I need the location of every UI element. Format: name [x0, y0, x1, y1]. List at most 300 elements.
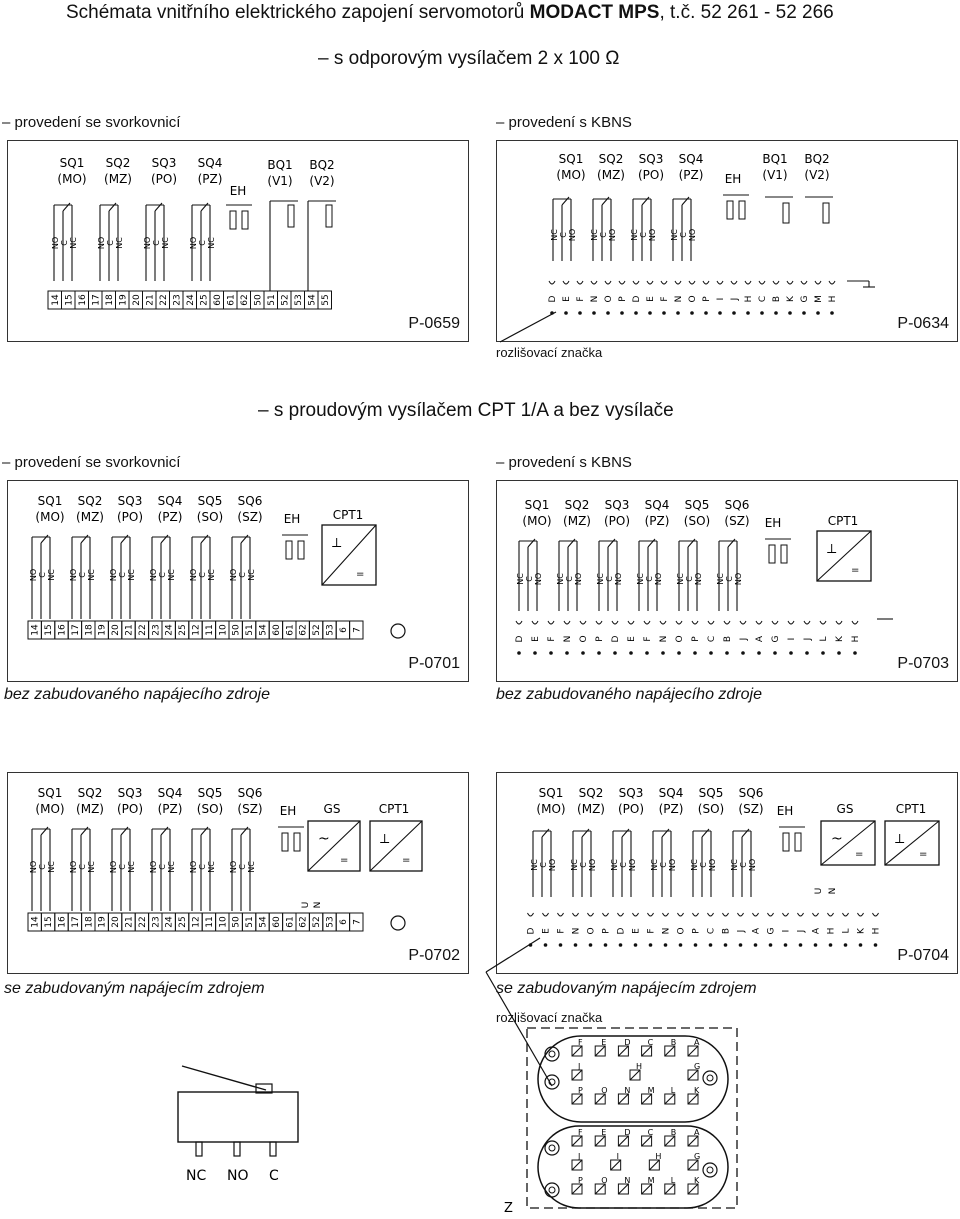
contact-label: C [565, 576, 574, 582]
switch-mode-label: (MZ) [577, 802, 605, 816]
contact-label: C [725, 576, 734, 582]
screw-icon [545, 1183, 559, 1197]
connector-pin-label: F [578, 1128, 583, 1137]
connector-pins [545, 1038, 717, 1197]
microswitch-pin-no [234, 1142, 240, 1156]
contact-label: NC [730, 859, 739, 871]
connector-upper-plate [538, 1036, 728, 1122]
contact-label: NO [548, 858, 557, 872]
terminal-label: 60 [271, 916, 282, 928]
contact-label: NO [149, 568, 158, 582]
diagram-code: P-0703 [897, 655, 949, 672]
connector-pin-label: E [601, 1038, 607, 1047]
connector-pin-label: F [578, 1038, 583, 1047]
connector-pin-label: A [694, 1038, 700, 1047]
contact-label: NC [650, 859, 659, 871]
contact-label: NC [516, 573, 525, 585]
connector-pin-mark [642, 1046, 652, 1056]
connector-pin-label: D [624, 1128, 631, 1137]
screw-icon [703, 1071, 717, 1085]
connector-pin-mark [595, 1136, 605, 1146]
switch-label: SQ4 [644, 498, 670, 512]
connector-pin-mark [665, 1046, 675, 1056]
contact-label: C [158, 572, 167, 578]
connector-pin-mark [618, 1136, 628, 1146]
terminal-label: 55 [320, 294, 331, 306]
screw-icon-inner [707, 1075, 713, 1081]
switch-mode-label: (SZ) [237, 802, 263, 816]
switch-label: SQ3 [638, 152, 664, 166]
switch-mode-label: (PO) [116, 510, 144, 524]
terminal-label: 12 [191, 624, 202, 636]
connector-pin-mark [642, 1184, 652, 1194]
contact-label: C [579, 862, 588, 868]
connector-pin-mark [572, 1046, 582, 1056]
microswitch-drawing [170, 1062, 310, 1192]
contact-label: C [739, 862, 748, 868]
connector-pin-label: K [694, 1176, 700, 1185]
switch-mode-label: (PZ) [644, 514, 670, 528]
pin-label: F [547, 636, 557, 642]
pin-label: E [562, 296, 572, 302]
pin-label: F [660, 296, 670, 302]
terminal-label: 16 [57, 916, 68, 928]
terminal-label: 17 [70, 624, 81, 636]
microswitch-pin-nc [196, 1142, 202, 1156]
contact-label: NC [127, 861, 136, 873]
terminal-label: 24 [164, 624, 175, 636]
terminal-label: 18 [84, 916, 95, 928]
pin-label: I [781, 929, 792, 933]
terminal-label: 23 [172, 294, 183, 306]
pin-label: F [556, 928, 567, 934]
contact-label: C [659, 862, 668, 868]
terminal-label: 10 [218, 916, 229, 928]
connector-pin-label: H [636, 1062, 643, 1071]
contact-label: C [599, 232, 608, 238]
switch-label: SQ6 [237, 786, 263, 800]
contact-label: NC [556, 573, 565, 585]
pin-label: N [661, 927, 672, 935]
contact-label: C [106, 240, 115, 246]
connector-pin-mark [572, 1160, 582, 1170]
v1-label: (V1) [762, 168, 788, 182]
switch-label: SQ5 [684, 498, 710, 512]
pin-label: G [771, 635, 781, 643]
screw-icon-inner [549, 1187, 555, 1193]
pin-label: C [706, 927, 717, 935]
switch-mode-label: (SO) [196, 510, 224, 524]
contact-label: C [118, 864, 127, 870]
connector-pin-label: P [578, 1176, 583, 1185]
label-kbns-1: – provedení s KBNS [496, 114, 632, 131]
pin-label: P [691, 636, 701, 642]
contact-label: NC [167, 861, 176, 873]
terminal-label: 60 [271, 624, 282, 636]
eh-label: EH [229, 184, 247, 198]
terminal-label: 18 [84, 624, 95, 636]
terminal-label: 14 [30, 624, 41, 636]
switch-mode-label: (PZ) [197, 172, 223, 186]
pin-label: G [800, 295, 810, 303]
contact-label: NO [614, 572, 623, 586]
v2-label: (V2) [309, 174, 335, 188]
connector-pin-label: C [647, 1038, 654, 1047]
contact-label: C [60, 240, 69, 246]
switch-mode-label: (SZ) [237, 510, 263, 524]
terminal-label: 51 [266, 294, 277, 306]
pin-label: J [739, 637, 749, 641]
terminal-label: 16 [57, 624, 68, 636]
terminal-label: 15 [44, 916, 55, 928]
pin-label: D [548, 295, 558, 303]
connector-pin-mark [688, 1070, 698, 1080]
connector-pin-mark [595, 1046, 605, 1056]
connector-pin-label: O [601, 1176, 608, 1185]
pin-label: A [755, 635, 765, 643]
eh-label: EH [283, 512, 301, 526]
bq2-label: BQ2 [309, 158, 335, 172]
contact-label: NO [734, 572, 743, 586]
pin-label: E [541, 928, 552, 934]
contact-label: NC [207, 569, 216, 581]
contact-label: NC [47, 569, 56, 581]
contact-label: C [679, 232, 688, 238]
pin-label: O [586, 927, 597, 935]
terminal-label: 21 [124, 916, 135, 928]
switch-label: SQ4 [157, 786, 183, 800]
microswitch-label-c: C [269, 1168, 279, 1184]
pin-label: K [786, 296, 796, 302]
switch-mode-label: (PO) [150, 172, 178, 186]
contact-label: NC [690, 859, 699, 871]
terminal-label: 51 [245, 624, 256, 636]
switch-mode-label: (SO) [697, 802, 725, 816]
cpt-box-symbol: ⟂ [827, 541, 837, 557]
pin-label: N [590, 295, 600, 303]
eh-label: EH [764, 516, 782, 530]
pin-label: H [828, 295, 838, 303]
pin-label: C [758, 295, 768, 303]
contact-label: C [152, 240, 161, 246]
contact-label: NO [229, 568, 238, 582]
screw-icon-inner [549, 1079, 555, 1085]
connector-pin-label: G [694, 1062, 701, 1071]
switch-mode-label: (PZ) [658, 802, 684, 816]
pin-label: O [675, 635, 685, 643]
cpt-box-dc-symbol: = [919, 849, 928, 860]
contact-label: NO [688, 228, 697, 242]
screw-icon-inner [549, 1051, 555, 1057]
pin-label: P [601, 928, 612, 934]
terminal-label: 10 [218, 624, 229, 636]
contact-label: NO [97, 236, 106, 250]
diagram-code: P-0702 [408, 947, 460, 964]
pin-label: K [835, 636, 845, 642]
connector-pin-mark [688, 1136, 698, 1146]
connector-pin-label: C [647, 1128, 654, 1137]
contact-label: NC [87, 569, 96, 581]
connector-pin-label: M [647, 1176, 655, 1185]
pin-label: A [811, 927, 822, 935]
contact-label: NO [748, 858, 757, 872]
cpt-label: CPT1 [378, 802, 410, 816]
contact-label: NC [207, 861, 216, 873]
connector-pin-mark [688, 1184, 698, 1194]
terminal-label: 24 [164, 916, 175, 928]
contact-label: NO [189, 568, 198, 582]
gs-label: GS [836, 802, 854, 816]
switch-label: SQ2 [564, 498, 590, 512]
contact-label: C [78, 572, 87, 578]
contact-label: NO [189, 860, 198, 874]
diagram-code: P-0659 [408, 315, 460, 332]
terminal-label: 62 [298, 916, 309, 928]
pin-label: I [787, 637, 797, 641]
switch-mode-label: (SZ) [738, 802, 764, 816]
terminal-label: 54 [258, 624, 269, 636]
psu-pin-label: U [301, 901, 311, 909]
switch-mode-label: (MZ) [597, 168, 625, 182]
contact-label: C [118, 572, 127, 578]
gs-box-symbol: ~ [831, 831, 843, 847]
terminal-label: 19 [97, 624, 108, 636]
switch-label: SQ3 [151, 156, 177, 170]
contact-label: NC [207, 237, 216, 249]
contact-label: NC [115, 237, 124, 249]
pin-label: K [856, 928, 867, 934]
connector-pin-label: N [624, 1086, 631, 1095]
caption-p0701: bez zabudovaného napájecího zdroje [4, 686, 270, 703]
pin-label: B [772, 295, 782, 303]
pin-label: C [707, 635, 717, 643]
terminal-label: 20 [131, 294, 142, 306]
pin-label: B [721, 927, 732, 935]
contact-label: NO [608, 228, 617, 242]
contact-label: C [699, 862, 708, 868]
connector-pin-mark [611, 1160, 621, 1170]
switch-mode-label: (MO) [35, 510, 65, 524]
contact-label: NO [189, 236, 198, 250]
pin-label: B [723, 635, 733, 643]
connector-pin-label: A [694, 1128, 700, 1137]
terminal-label: 61 [285, 624, 296, 636]
switch-label: SQ1 [37, 494, 63, 508]
contact-label: NC [550, 229, 559, 241]
eh-label: EH [724, 172, 742, 186]
contact-label: C [198, 572, 207, 578]
switch-label: SQ2 [598, 152, 624, 166]
pin-label: O [604, 295, 614, 303]
microswitch-body [178, 1092, 298, 1142]
switch-label: SQ4 [678, 152, 704, 166]
pin-label: D [632, 295, 642, 303]
contact-label: NO [588, 858, 597, 872]
contact-label: NC [636, 573, 645, 585]
contact-label: C [605, 576, 614, 582]
contact-label: NO [109, 860, 118, 874]
pin-label: J [803, 637, 813, 641]
contact-label: NC [676, 573, 685, 585]
connector-pin-label: H [655, 1152, 662, 1161]
terminal-label: 22 [158, 294, 169, 306]
contact-label: NO [29, 860, 38, 874]
switch-mode-label: (SO) [683, 514, 711, 528]
connector-pin-mark [688, 1160, 698, 1170]
pin-label: D [611, 635, 621, 643]
switch-label: SQ6 [738, 786, 764, 800]
contact-label: C [525, 576, 534, 582]
terminal-label: 17 [91, 294, 102, 306]
bq2-label: BQ2 [804, 152, 830, 166]
terminal-label: 51 [245, 916, 256, 928]
connector-pin-label: E [601, 1128, 607, 1137]
terminal-label: 25 [178, 624, 189, 636]
pin-label: D [526, 927, 537, 935]
eh-label: EH [279, 804, 297, 818]
label-rozlisovaci-1: rozlišovací značka [496, 345, 603, 360]
screw-icon [545, 1075, 559, 1089]
switch-mode-label: (MZ) [76, 510, 104, 524]
switch-label: SQ3 [117, 494, 143, 508]
caption-p0702: se zabudovaným napájecím zdrojem [4, 980, 265, 997]
leader-line-1 [500, 312, 556, 342]
switch-label: SQ3 [618, 786, 644, 800]
contact-label: NC [69, 237, 78, 249]
pin-label: G [766, 927, 777, 935]
terminal-label: 21 [145, 294, 156, 306]
terminal-label: 11 [204, 916, 215, 928]
cpt-label: CPT1 [895, 802, 927, 816]
contact-label: C [38, 864, 47, 870]
pin-label: A [751, 927, 762, 935]
connector-pin-mark [688, 1046, 698, 1056]
terminal-label: 61 [285, 916, 296, 928]
terminal-label: 14 [50, 294, 61, 306]
connector-pin-mark [572, 1136, 582, 1146]
contact-label: C [38, 572, 47, 578]
switch-mode-label: (MO) [536, 802, 566, 816]
terminal-label: 21 [124, 624, 135, 636]
switch-mode-label: (PO) [637, 168, 665, 182]
contact-label: NO [534, 572, 543, 586]
connector-pin-mark [572, 1094, 582, 1104]
terminal-label: 18 [104, 294, 115, 306]
contact-label: NO [628, 858, 637, 872]
switch-mode-label: (PO) [603, 514, 631, 528]
contact-label: C [619, 862, 628, 868]
connector-pin-label: O [601, 1086, 608, 1095]
cpt-box-symbol: ⟂ [332, 535, 342, 551]
switch-label: SQ1 [37, 786, 63, 800]
pin-label: H [744, 295, 754, 303]
pin-label: D [616, 927, 627, 935]
switch-mode-label: (PO) [617, 802, 645, 816]
contact-label: NC [530, 859, 539, 871]
psu-pin-label: U [814, 887, 824, 895]
screw-icon-inner [549, 1145, 555, 1151]
switch-label: SQ4 [658, 786, 684, 800]
switch-label: SQ5 [698, 786, 724, 800]
pin-label: L [819, 636, 829, 642]
switch-mode-label: (MO) [57, 172, 87, 186]
switch-label: SQ1 [524, 498, 550, 512]
pin-label: M [814, 295, 824, 303]
terminal-label: 53 [325, 916, 336, 928]
switch-mode-label: (SZ) [724, 514, 750, 528]
terminal-label: 19 [97, 916, 108, 928]
pin-label: F [576, 296, 586, 302]
pin-label: N [659, 635, 669, 643]
switch-label: SQ1 [538, 786, 564, 800]
switch-label: SQ4 [157, 494, 183, 508]
cpt-box-dc-symbol: = [356, 569, 365, 580]
label-rozlisovaci-2: rozlišovací značka [496, 1010, 603, 1025]
connector-z-label: Z [504, 1201, 513, 1216]
terminal-label: 22 [137, 624, 148, 636]
switch-label: SQ4 [197, 156, 223, 170]
contact-label: NO [149, 860, 158, 874]
switch-label: SQ3 [604, 498, 630, 512]
label-svorkovnice-1: – provedení se svorkovnicí [2, 114, 181, 131]
connector-pin-mark [665, 1094, 675, 1104]
switch-label: SQ1 [558, 152, 584, 166]
section-heading-resistive: – s odporovým vysílačem 2 x 100 Ω [318, 48, 620, 69]
terminal-label: 19 [118, 294, 129, 306]
switch-label: SQ5 [197, 786, 223, 800]
contact-label: NO [568, 228, 577, 242]
pin-label: D [515, 635, 525, 643]
terminal-label: 53 [293, 294, 304, 306]
terminal-label: 14 [30, 916, 41, 928]
switch-label: SQ6 [724, 498, 750, 512]
contact-label: NC [630, 229, 639, 241]
contact-label: C [559, 232, 568, 238]
contact-label: C [539, 862, 548, 868]
pin-label: P [595, 636, 605, 642]
switch-mode-label: (PZ) [157, 802, 183, 816]
connector-pin-mark [665, 1136, 675, 1146]
switch-mode-label: (MZ) [563, 514, 591, 528]
switch-mode-label: (MO) [522, 514, 552, 528]
connector-pin-mark [630, 1070, 640, 1080]
terminal-label: 50 [231, 624, 242, 636]
contact-label: NC [590, 229, 599, 241]
screw-icon [545, 1141, 559, 1155]
bq1-label: BQ1 [267, 158, 293, 172]
terminal-label: 62 [239, 294, 250, 306]
screw-icon [703, 1163, 717, 1177]
pin-label: N [563, 635, 573, 643]
connector-pin-mark [618, 1046, 628, 1056]
cpt-box-dc-symbol: = [851, 565, 860, 576]
terminal-label: 50 [253, 294, 264, 306]
pin-label: H [851, 635, 861, 643]
contact-label: NC [596, 573, 605, 585]
terminal-label: 17 [70, 916, 81, 928]
terminal-label: 54 [307, 294, 318, 306]
switch-mode-label: (MZ) [104, 172, 132, 186]
connector-pin-label: J [578, 1152, 581, 1161]
contact-label: C [645, 576, 654, 582]
contact-label: C [78, 864, 87, 870]
contact-label: NO [109, 568, 118, 582]
terminal-label: 23 [151, 916, 162, 928]
switch-mode-label: (MO) [556, 168, 586, 182]
terminal-label: 25 [178, 916, 189, 928]
pin-label: P [702, 296, 712, 302]
caption-p0703: bez zabudovaného napájecího zdroje [496, 686, 762, 703]
